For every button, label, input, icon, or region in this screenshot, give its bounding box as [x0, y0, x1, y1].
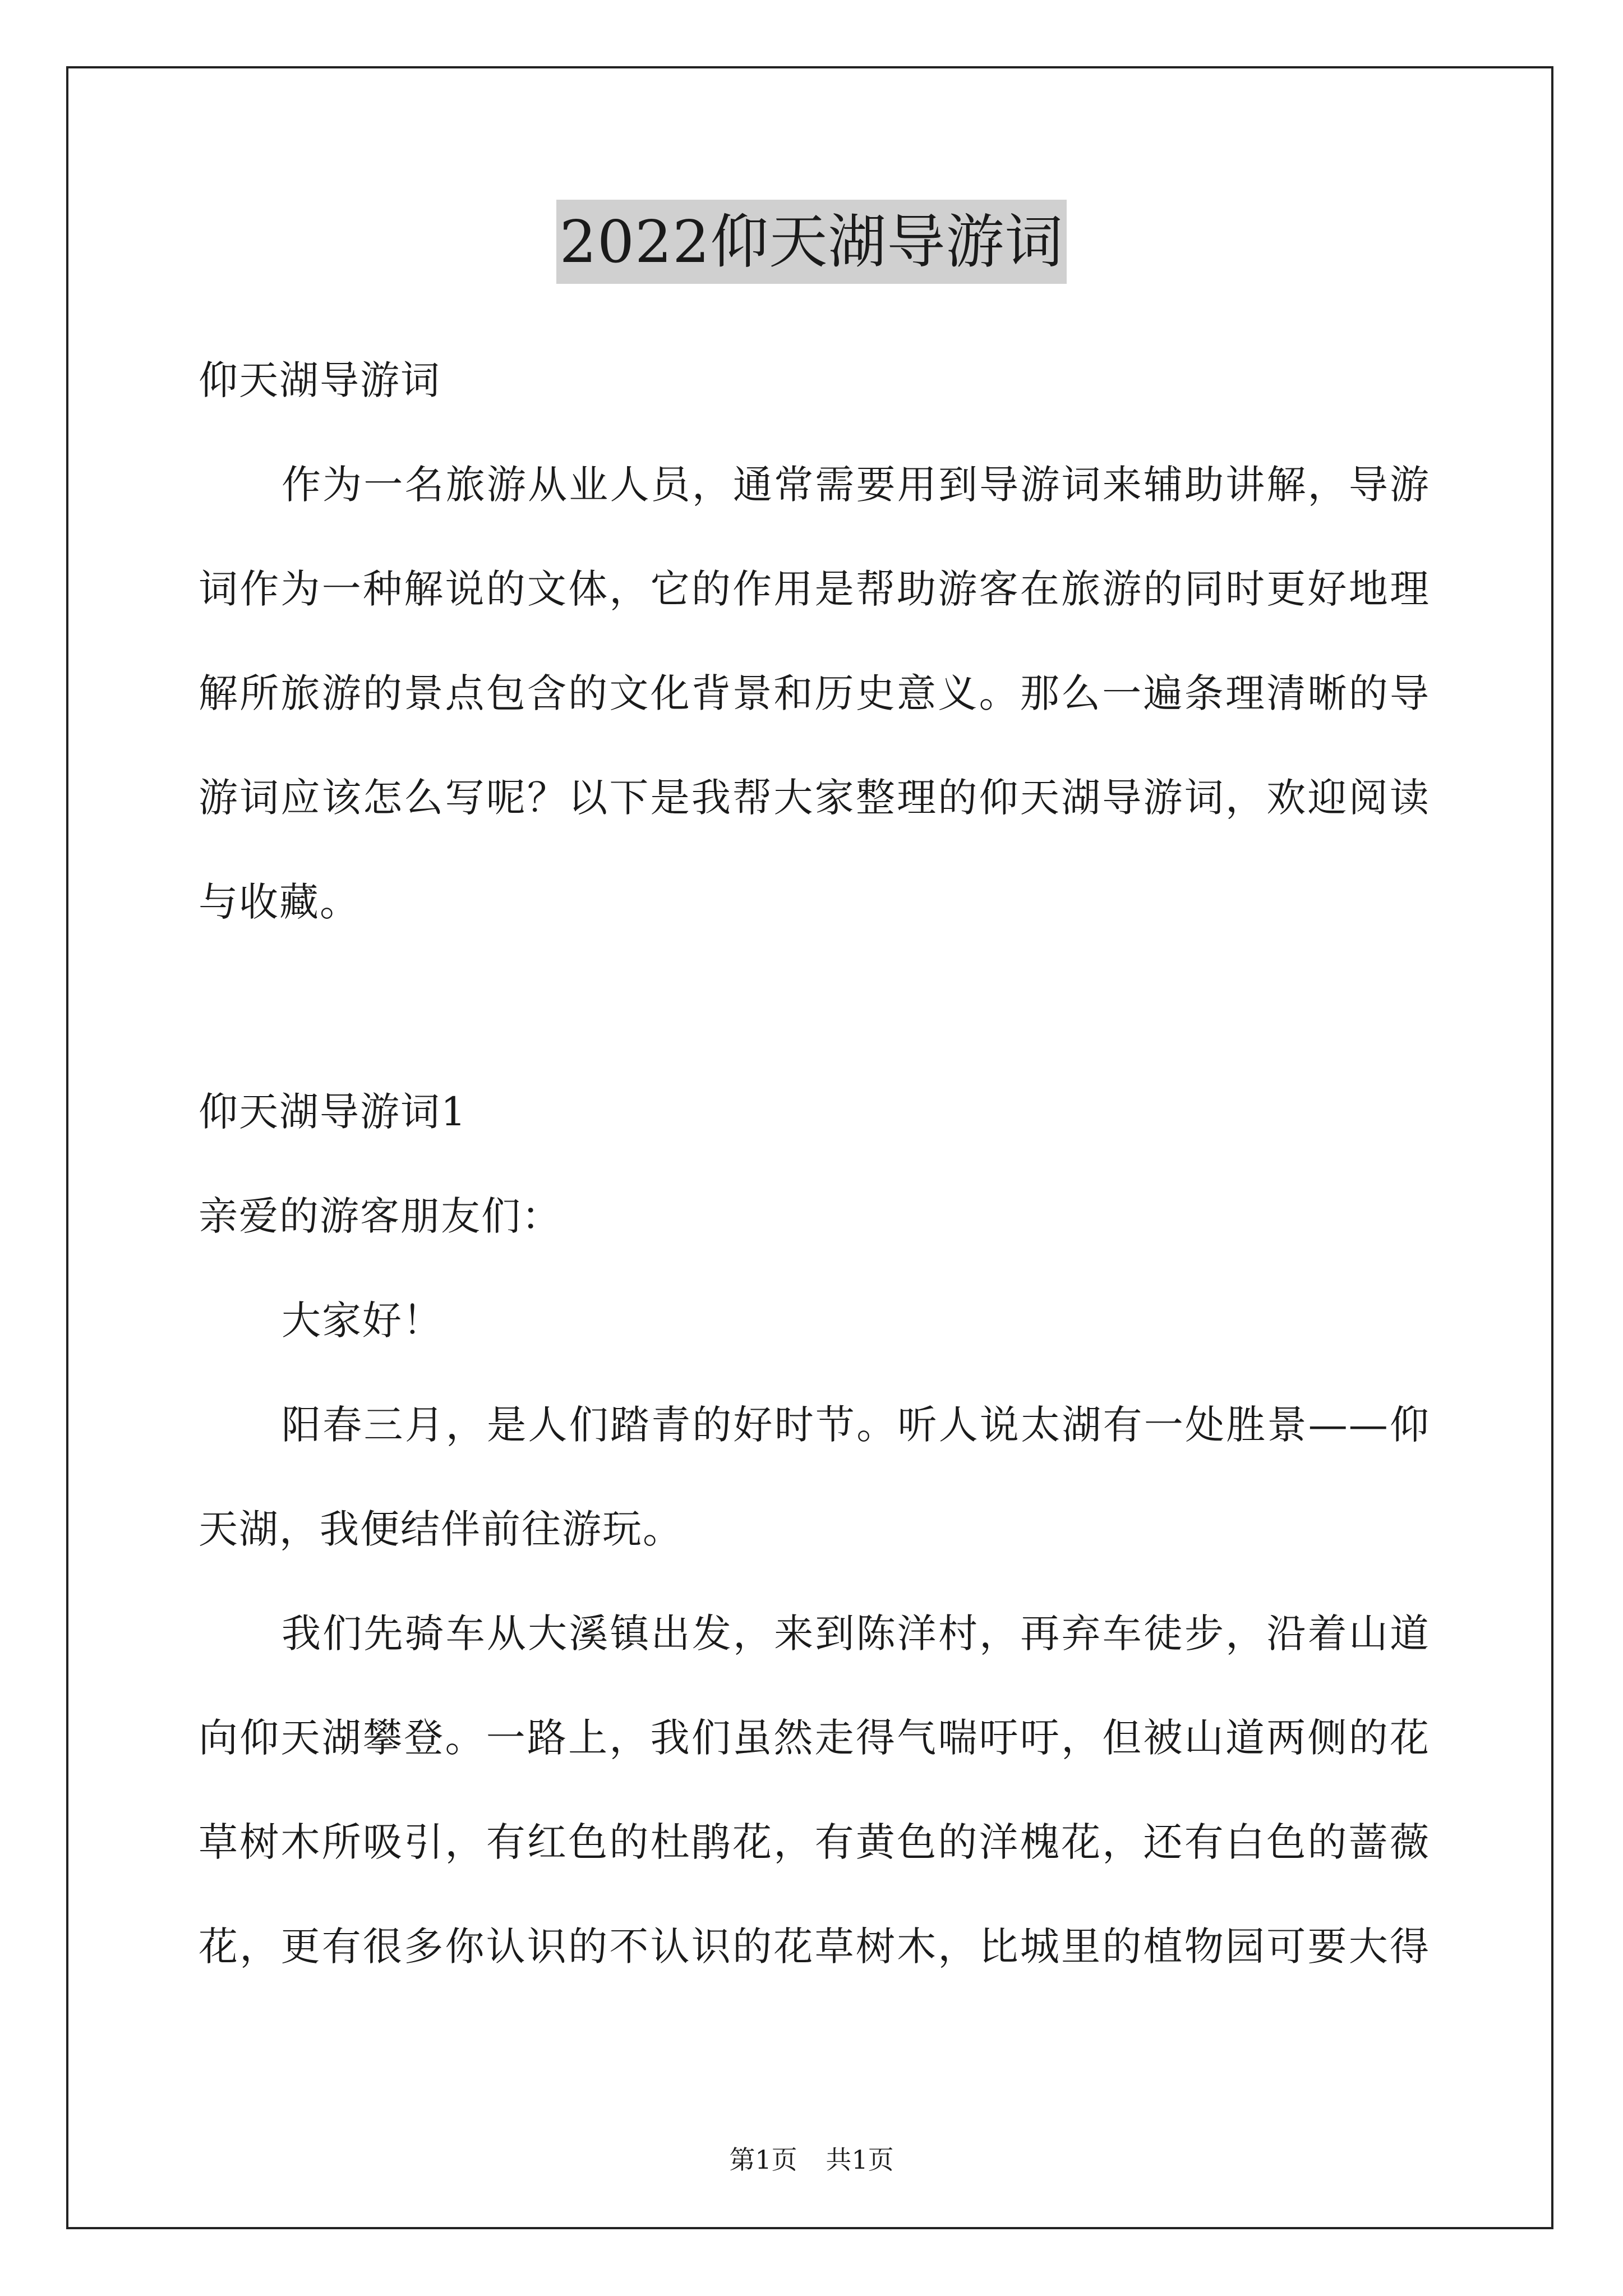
page-footer — [0, 2143, 1623, 2177]
document-title: 2022仰天湖导游词 — [556, 200, 1067, 284]
paragraph-line: 作为一名旅游从业人员，通常需要用到导游词来辅助讲解，导游 — [282, 462, 1430, 508]
page-number: 第1页 — [729, 2145, 797, 2175]
paragraph-line: 草树木所吸引，有红色的杜鹃花，有黄色的洋槐花，还有白色的蔷薇 — [199, 1819, 1430, 1865]
paragraph-line: 解所旅游的景点包含的文化背景和历史意义。那么一遍条理清晰的导 — [199, 670, 1430, 716]
paragraph-line: 词作为一种解说的文体，它的作用是帮助游客在旅游的同时更好地理 — [199, 566, 1430, 612]
paragraph-line: 游词应该怎么写呢？以下是我帮大家整理的仰天湖导游词，欢迎阅读 — [199, 775, 1430, 821]
section-heading: 仰天湖导游词1 — [199, 1089, 467, 1135]
paragraph-line: 花，更有很多你认识的不认识的花草树木，比城里的植物园可要大得 — [199, 1924, 1430, 1970]
paragraph-line: 阳春三月，是人们踏青的好时节。听人说太湖有一处胜景——仰 — [282, 1402, 1430, 1448]
paragraph-line: 天湖，我便结伴前往游玩。 — [199, 1506, 683, 1552]
subheading: 仰天湖导游词 — [199, 357, 441, 403]
page-total: 共1页 — [826, 2145, 894, 2175]
greeting-line: 大家好！ — [282, 1297, 443, 1343]
paragraph-line: 与收藏。 — [199, 879, 360, 925]
title-container — [0, 200, 1623, 284]
paragraph-line: 我们先骑车从大溪镇出发，来到陈洋村，再弃车徒步，沿着山道 — [282, 1611, 1430, 1657]
greeting-line: 亲爱的游客朋友们： — [199, 1193, 562, 1239]
paragraph-line: 向仰天湖攀登。一路上，我们虽然走得气喘吁吁，但被山道两侧的花 — [199, 1715, 1430, 1761]
